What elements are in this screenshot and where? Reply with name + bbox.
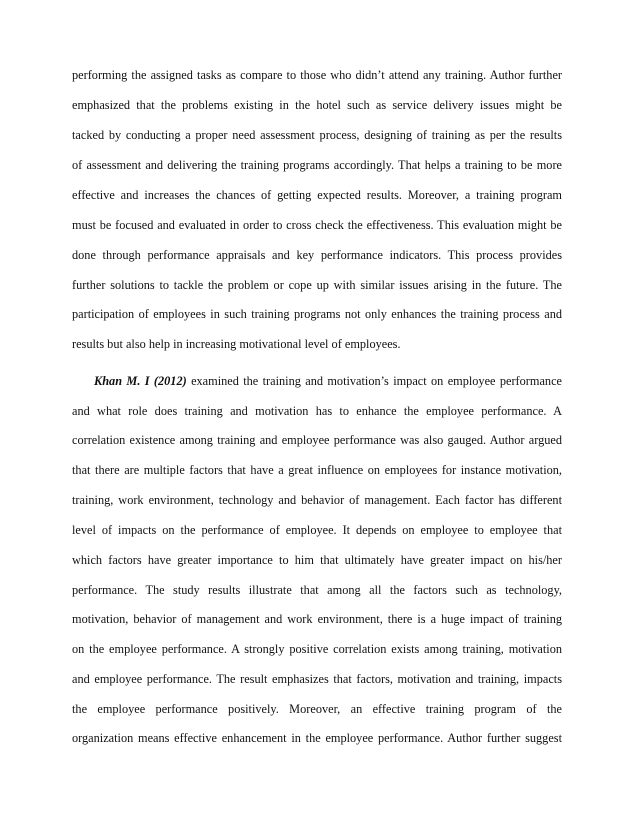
paragraph-first-line <box>94 373 562 389</box>
paragraph-line: level of impacts on the performance of employee. It depends on employee to employee that <box>72 523 562 537</box>
paragraph-line: motivation, behavior of management and work environment, there is a huge impact of training <box>72 612 562 626</box>
citation: Khan M. I (2012) <box>94 374 187 388</box>
paragraph-line: organization means effective enhancement in the employee performance. Author further suggest <box>72 731 562 745</box>
paragraph-line: performing the assigned tasks as compare to those who didn’t attend any training. Author further <box>72 68 562 82</box>
paragraph-line: and what role does training and motivation has to enhance the employee performance. A <box>72 404 562 418</box>
paragraph-line: training, work environment, technology and behavior of management. Each factor has different <box>72 493 562 507</box>
paragraph-line: which factors have greater importance to him that ultimately have greater impact on his/her <box>72 553 562 567</box>
paragraph-line: that there are multiple factors that have a great influence on employees for instance motivation, <box>72 463 562 477</box>
paragraph-line: the employee performance positively. Moreover, an effective training program of the <box>72 702 562 716</box>
paragraph-line: further solutions to tackle the problem or cope up with similar issues arising in the future. The <box>72 278 562 292</box>
paragraph-line: correlation existence among training and employee performance was also gauged. Author argued <box>72 433 562 447</box>
paragraph-line: of assessment and delivering the training programs accordingly. That helps a training to be more <box>72 158 562 172</box>
paragraph-line: emphasized that the problems existing in the hotel such as service delivery issues might be <box>72 98 562 112</box>
paragraph-line-text: examined the training and motivation’s impact on employee performance <box>186 374 562 388</box>
paragraph-line: and employee performance. The result emphasizes that factors, motivation and training, impacts <box>72 672 562 686</box>
paragraph-line: must be focused and evaluated in order to cross check the effectiveness. This evaluation might be <box>72 218 562 232</box>
paragraph-line: effective and increases the chances of getting expected results. Moreover, a training program <box>72 188 562 202</box>
paragraph-line: participation of employees in such training programs not only enhances the training process and <box>72 307 562 321</box>
paragraph-line: on the employee performance. A strongly positive correlation exists among training, motivation <box>72 642 562 656</box>
paragraph-line: results but also help in increasing motivational level of employees. <box>72 337 401 351</box>
paragraph-line: done through performance appraisals and key performance indicators. This process provides <box>72 248 562 262</box>
paragraph-line: performance. The study results illustrate that among all the factors such as technology, <box>72 583 562 597</box>
paragraph-line: tacked by conducting a proper need assessment process, designing of training as per the results <box>72 128 562 142</box>
